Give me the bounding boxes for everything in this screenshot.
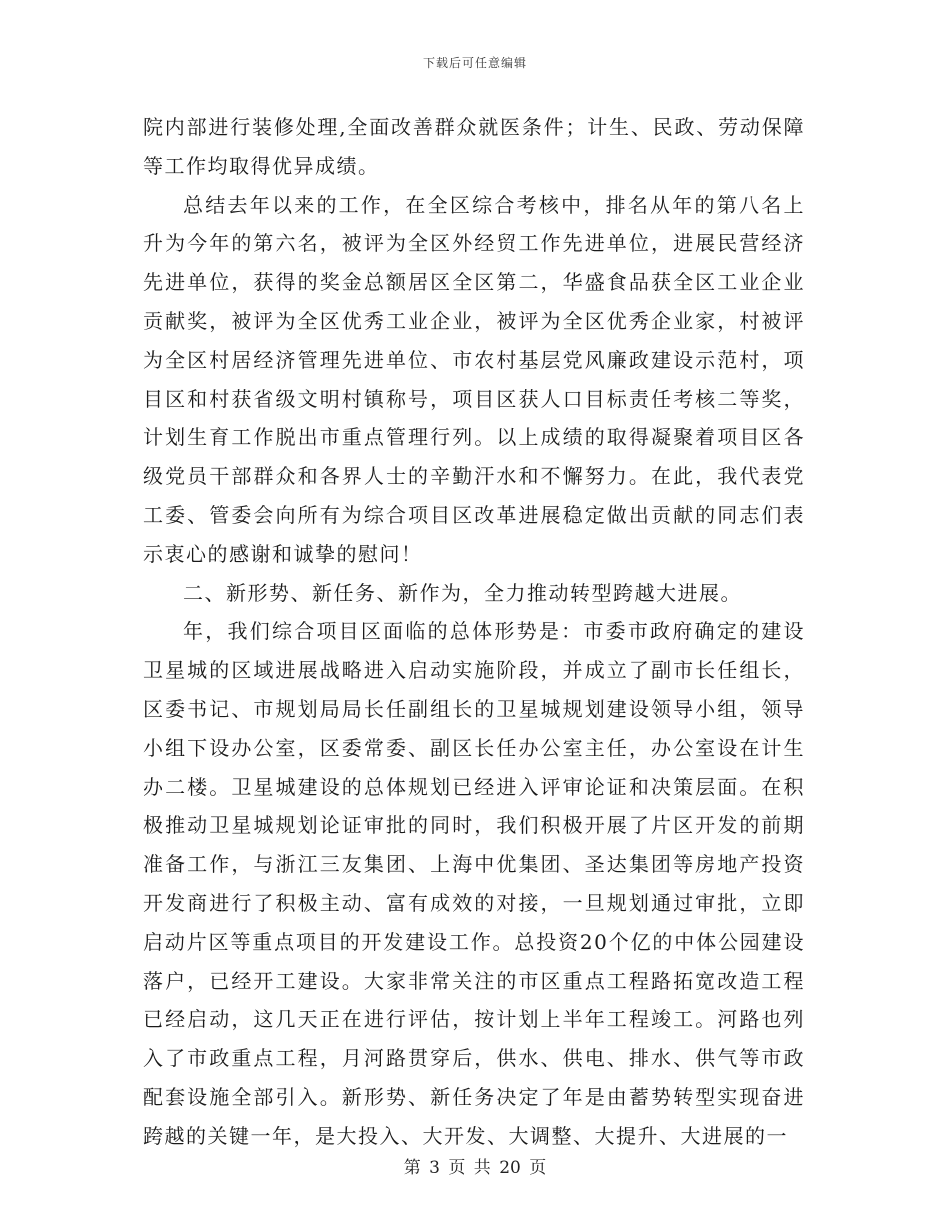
page-number: 第 3 页 共 20 页 <box>403 1158 547 1178</box>
paragraph-situation: 年，我们综合项目区面临的总体形势是：市委市政府确定的建设卫星城的区域进展战略进入启动实施阶段，并成立了副市长任组长，区委书记、市规划局局长任副组长的卫星城规划建设领导小组，领导小组下设办公室，区委常委、副区长任办公室主任，办公室设在计生办二楼。卫星城建设的总体规划已经进入评审论证和决策层面。在积极推动卫星城规划论证审批的同时，我们积极开展了片区开发的前期准备工作，与浙江三友集团、上海中优集团、圣达集团等房地产投资开发商进行了积极主动、富有成效的对接，一旦规划通过审批，立即启动片区等重点项目的开发建设工作。总投资20个亿的中体公园建设落户，已经开工建设。大家非常关注的市区重点工程路拓宽改造工程已经启动，这几天正在进行评估，按计划上半年工程竣工。河路也列入了市政重点工程，月河路贯穿后，供水、供电、排水、供气等市政配套设施全部引入。新形势、新任务决定了年是由蓄势转型实现奋进跨越的关键一年，是大投入、大开发、大调整、大提升、大进展的一 <box>143 619 805 1148</box>
paragraph-continuation: 院内部进行装修处理,全面改善群众就医条件；计生、民政、劳动保障等工作均取得优异成绩。 <box>143 115 805 178</box>
section-heading: 二、新形势、新任务、新作为，全力推动转型跨越大进展。 <box>183 580 742 605</box>
page-header: 下载后可任意编辑 <box>422 56 527 70</box>
paragraph-summary: 总结去年以来的工作，在全区综合考核中，排名从年的第八名上升为今年的第六名，被评为全区外经贸工作先进单位，进展民营经济先进单位，获得的奖金总额居区全区第二，华盛食品获全区工业企业贡献奖，被评为全区优秀工业企业，被评为全区优秀企业家，村被评为全区村居经济管理先进单位、市农村基层党风廉政建设示范村，项目区和村获省级文明村镇称号，项目区获人口目标责任考核二等奖，计划生育工作脱出市重点管理行列。以上成绩的取得凝聚着项目区各级党员干部群众和各界人士的辛勤汗水和不懈努力。在此，我代表党工委、管委会向所有为综合项目区改革进展稳定做出贡献的同志们表示衷心的感谢和诚挚的慰问！ <box>143 192 805 566</box>
document-body <box>143 108 805 1156</box>
